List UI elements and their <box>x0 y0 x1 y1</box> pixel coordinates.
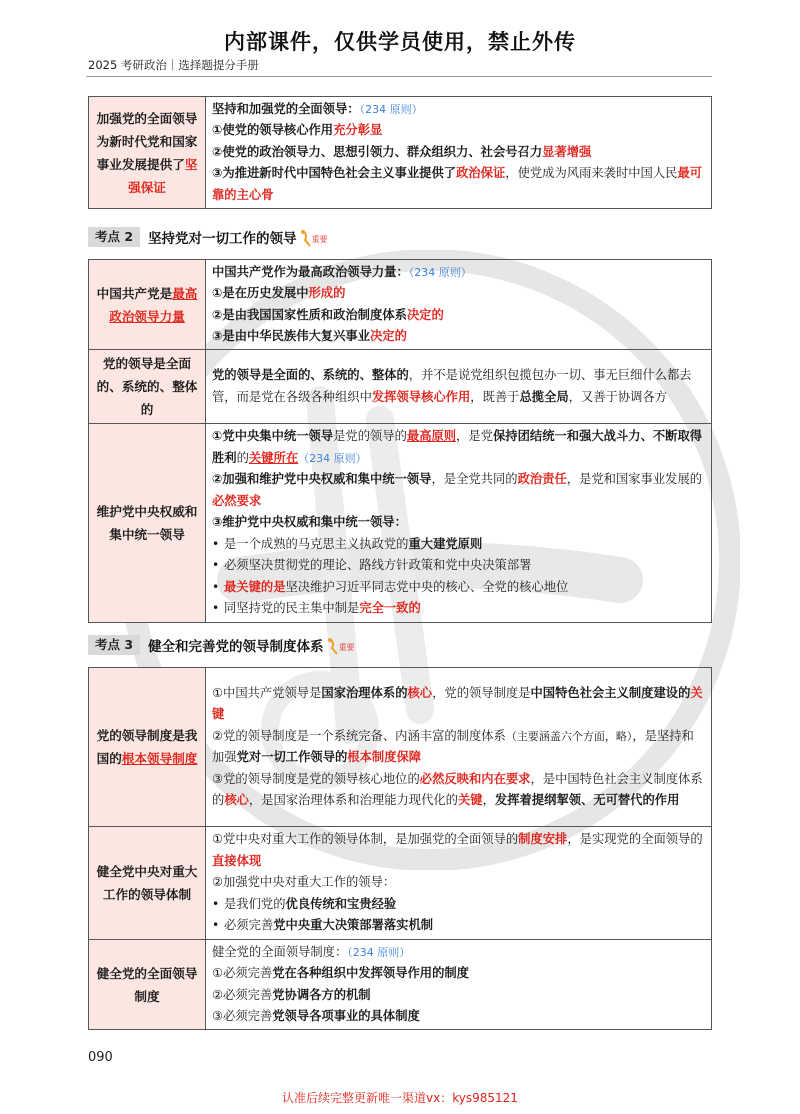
point-text: 党在各种组织中发挥领导作用的制度 <box>272 966 469 980</box>
point-text: 同坚持党的民主集中制是 <box>224 601 360 616</box>
point-highlight: 制度安排 <box>518 832 568 847</box>
point-text: 党的领导是全面的、系统的、整体的 <box>212 368 409 382</box>
page-number: 090 <box>88 1050 113 1065</box>
point-text: ③维护党中央权威和集中统一领导： <box>212 515 407 530</box>
point-highlight: 直接体现 <box>212 853 262 868</box>
point-text: ，是党 <box>456 429 493 444</box>
list-item <box>212 534 705 556</box>
point-highlight: 最可靠的主心骨 <box>212 166 703 202</box>
intro-text: 健全党的全面领导制度： <box>212 944 348 959</box>
point-text: 党领导各项事业的具体制度 <box>272 1009 420 1023</box>
point-text: ②加强和维护党中央权威和集中统一领导 <box>212 472 432 487</box>
point-highlight: 必然要求 <box>212 493 262 508</box>
point-text: 协调各方 <box>617 389 668 404</box>
label-highlight: 最高政治领导力量 <box>109 285 198 324</box>
principle-tag: （234 原则） <box>408 265 472 279</box>
table-row <box>89 668 712 827</box>
point-text: ②党的领导制度是一个系统完备、内涵丰富的制度体系 <box>212 728 506 743</box>
row-label <box>89 668 206 827</box>
point-text: 发挥着提纲挈领、无可替代的作用 <box>494 793 680 807</box>
point-text: 必须完善 <box>224 918 274 933</box>
row-content <box>206 97 712 209</box>
point-text: ，是实现党的全面领导的 <box>567 832 703 847</box>
point-highlight: 发挥领导核心作用 <box>371 389 471 404</box>
list-item <box>212 577 705 599</box>
point-highlight: 充分彰显 <box>333 123 383 138</box>
list-item <box>212 555 705 577</box>
point-text: 党协调各方的机制 <box>272 987 371 1002</box>
point-text: ，是坚持和加强 <box>212 728 694 764</box>
point-text: ②必须完善 <box>212 987 273 1002</box>
point-highlight: 政治保证 <box>456 166 506 181</box>
row-label <box>89 97 206 209</box>
section-number: 考点 2 <box>88 227 140 247</box>
point-text: 必须坚决贯彻党的理论、路线方针政策和党中央决策部署 <box>224 558 532 573</box>
point-highlight: 关键 <box>457 793 483 807</box>
point-highlight: 形成的 <box>308 286 346 300</box>
table-leadership-guarantee <box>88 96 712 209</box>
point-text: ③党的领导制度是党的领导核心地位的 <box>212 771 420 786</box>
page-header-title: 内部课件，仅供学员使用，禁止外传 <box>224 30 576 54</box>
table-row <box>89 350 712 424</box>
point-text: ，又善于 <box>568 389 618 404</box>
point-text: ②是由我国国家性质和政治制度体系 <box>212 307 407 322</box>
point-text: 优良传统和宝贵经验 <box>285 896 397 911</box>
row-content <box>206 940 712 1030</box>
point-highlight: 根本制度保障 <box>347 750 422 764</box>
point-highlight: 决定的 <box>369 329 407 343</box>
section-number: 考点 3 <box>88 635 140 655</box>
header-divider <box>86 76 712 77</box>
table-row <box>89 827 712 940</box>
principle-tag: （234 原则） <box>359 102 423 116</box>
intro-text: 中国共产党作为最高政治领导力量： <box>212 264 409 279</box>
point-note: （主要涵盖六个方面，略） <box>505 729 633 743</box>
point-text: ①党中央集中统一领导 <box>212 429 334 444</box>
important-badge <box>327 635 355 655</box>
point-highlight: 必然反映和内在要求 <box>419 771 531 786</box>
point-highlight: 完全一致的 <box>359 601 421 616</box>
row-label: 健全党中央对重大工作的领导体制 <box>89 827 206 940</box>
section-heading-3 <box>88 634 355 656</box>
point-text: 中国特色社会主义制度建设的 <box>530 685 691 700</box>
principle-tag: （234 原则） <box>298 451 367 465</box>
section-title: 坚持党对一切工作的领导 <box>148 231 297 247</box>
point-highlight: 关键所在 <box>248 450 299 465</box>
point-text: ， <box>482 793 495 807</box>
row-label: 维护党中央权威和集中统一领导 <box>89 424 206 623</box>
point-text: ①中国共产党领导是 <box>212 685 322 700</box>
point-text: 国家治理体系的 <box>321 685 408 700</box>
table-row <box>89 940 712 1030</box>
point-text: ③为推进新时代中国特色社会主义事业提供了 <box>212 166 457 181</box>
point-text: ①是在历史发展中 <box>212 286 309 300</box>
table-row <box>89 424 712 623</box>
point-text: ②使党的政治领导力、思想引领力、群众组织力、社会号召力 <box>212 144 543 159</box>
table-leadership-system <box>88 667 712 1030</box>
list-item <box>212 894 705 916</box>
list-item <box>212 598 705 620</box>
point-text: ①必须完善 <box>212 966 273 980</box>
point-text: 党对一切工作领导的 <box>236 750 348 764</box>
point-text: 总揽全局 <box>519 389 569 404</box>
badge-label: 重要 <box>311 235 328 244</box>
row-label <box>89 260 206 350</box>
point-text: 保持团结统一和强大战斗力、不断取得胜利 <box>212 429 703 465</box>
table-party-leadership <box>88 259 712 623</box>
point-text: 党中央重大决策部署落实机制 <box>273 918 434 933</box>
point-highlight: 显著增强 <box>542 144 592 159</box>
point-text: 是一个成熟的马克思主义执政党的 <box>224 536 409 551</box>
point-highlight: 决定的 <box>406 307 444 322</box>
point-text: ，是党和国家事业发展的 <box>566 472 703 487</box>
row-content <box>206 424 712 623</box>
point-text: 坚决维护习近平同志党中央的核心、全党的核心地位 <box>285 579 569 594</box>
point-text: ③必须完善 <box>212 1009 273 1023</box>
row-label: 健全党的全面领导制度 <box>89 940 206 1030</box>
label-text: 中国共产党是 <box>96 285 173 301</box>
point-text: 的 <box>236 450 249 465</box>
point-text: ，是中国特色社会主义制度体系的 <box>212 771 703 807</box>
point-text: 重大建党原则 <box>408 536 483 551</box>
footer-note: 认准后续完整更新唯一渠道vx：kys985121 <box>282 1091 518 1105</box>
point-highlight: 核心 <box>224 793 249 807</box>
label-text: 加强党的全面领导为新时代党和国家事业发展提供了 <box>96 110 198 172</box>
point-text: ，使党成为风雨来袭时中国人民 <box>505 166 678 181</box>
important-badge <box>300 227 328 247</box>
point-highlight: 核心 <box>407 685 433 700</box>
row-content <box>206 668 712 827</box>
point-text: ，是全党共同的 <box>431 472 518 487</box>
row-content <box>206 260 712 350</box>
table-row <box>89 260 712 350</box>
label-highlight: 根本领导制度 <box>121 751 198 766</box>
point-text: ①使党的领导核心作用 <box>212 123 334 138</box>
section-title: 健全和完善党的领导制度体系 <box>148 639 324 655</box>
section-heading-2 <box>88 226 328 248</box>
label-highlight: 坚强保证 <box>128 156 198 195</box>
row-content <box>206 827 712 940</box>
point-highlight: 最高原则 <box>406 429 457 444</box>
badge-label: 重要 <box>338 643 355 652</box>
label-text: 党的领导制度是我国的 <box>96 728 198 766</box>
intro-text: 坚持和加强党的全面领导： <box>212 101 360 116</box>
point-text: 是党的领导的 <box>333 429 407 444</box>
point-text: ，既善于 <box>470 389 520 404</box>
point-text: 是我们党的 <box>224 896 286 911</box>
point-text: ②加强党中央对重大工作的领导： <box>212 875 396 890</box>
point-text: ③是由中华民族伟大复兴事业 <box>212 329 370 343</box>
point-text: ①党中央对重大工作的领导体制，是加强党的全面领导的 <box>212 832 519 847</box>
point-text: ，党的领导制度是 <box>432 685 531 700</box>
table-row <box>89 97 712 209</box>
point-text: ，并不是说党组织包揽包办一切、事无巨细什么都去管，而是党在各级各种组织中 <box>212 368 692 404</box>
point-highlight: 政治责任 <box>517 472 567 487</box>
row-label: 党的领导是全面的、系统的、整体的 <box>89 350 206 424</box>
point-text: ，是国家治理体系和治理能力现代化的 <box>248 793 458 807</box>
list-item <box>212 915 705 937</box>
principle-tag: （234 原则） <box>347 945 411 959</box>
point-highlight: 关键 <box>212 685 703 721</box>
row-content <box>206 350 712 424</box>
page-header-subtitle: 2025 考研政治｜选择题提分手册 <box>88 58 259 72</box>
point-highlight: 最关键的是 <box>224 579 286 594</box>
